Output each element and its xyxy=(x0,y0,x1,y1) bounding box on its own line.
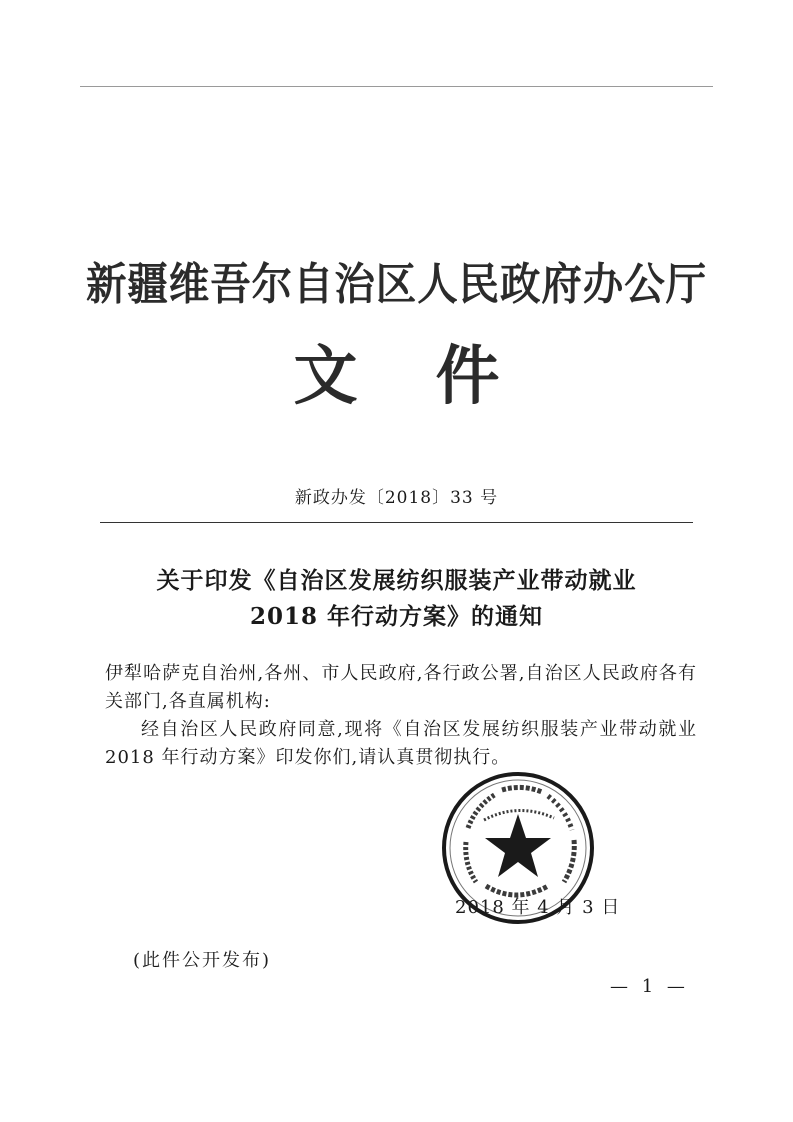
issuing-authority: 新疆维吾尔自治区人民政府办公厅 xyxy=(86,259,707,310)
document-kind-heading: 文件 xyxy=(293,340,578,414)
notice-body xyxy=(105,660,697,772)
seal-star xyxy=(485,814,551,877)
issue-date: 2018 年 4 月 3 日 xyxy=(455,897,621,918)
notice-title-line-2: 2018 年行动方案》的通知 xyxy=(249,603,544,630)
page-number: — 1 — xyxy=(610,976,689,997)
notice-title xyxy=(0,563,793,635)
addressee-line: 伊犁哈萨克自治州,各州、市人民政府,各行政公署,自治区人民政府各有关部门,各直属机构: xyxy=(105,663,697,712)
body-paragraph: 经自治区人民政府同意,现将《自治区发展纺织服装产业带动就业 2018 年行动方案》印发你们,请认真贯彻执行。 xyxy=(105,719,697,768)
header-top-rule xyxy=(80,86,713,87)
seal-script-marks xyxy=(466,787,575,895)
document-number: 新政办发〔2018〕33 号 xyxy=(294,488,499,508)
document-number-rule xyxy=(100,522,693,523)
publicity-note: (此件公开发布) xyxy=(133,950,272,971)
notice-title-line-1: 关于印发《自治区发展纺织服装产业带动就业 xyxy=(156,567,637,594)
